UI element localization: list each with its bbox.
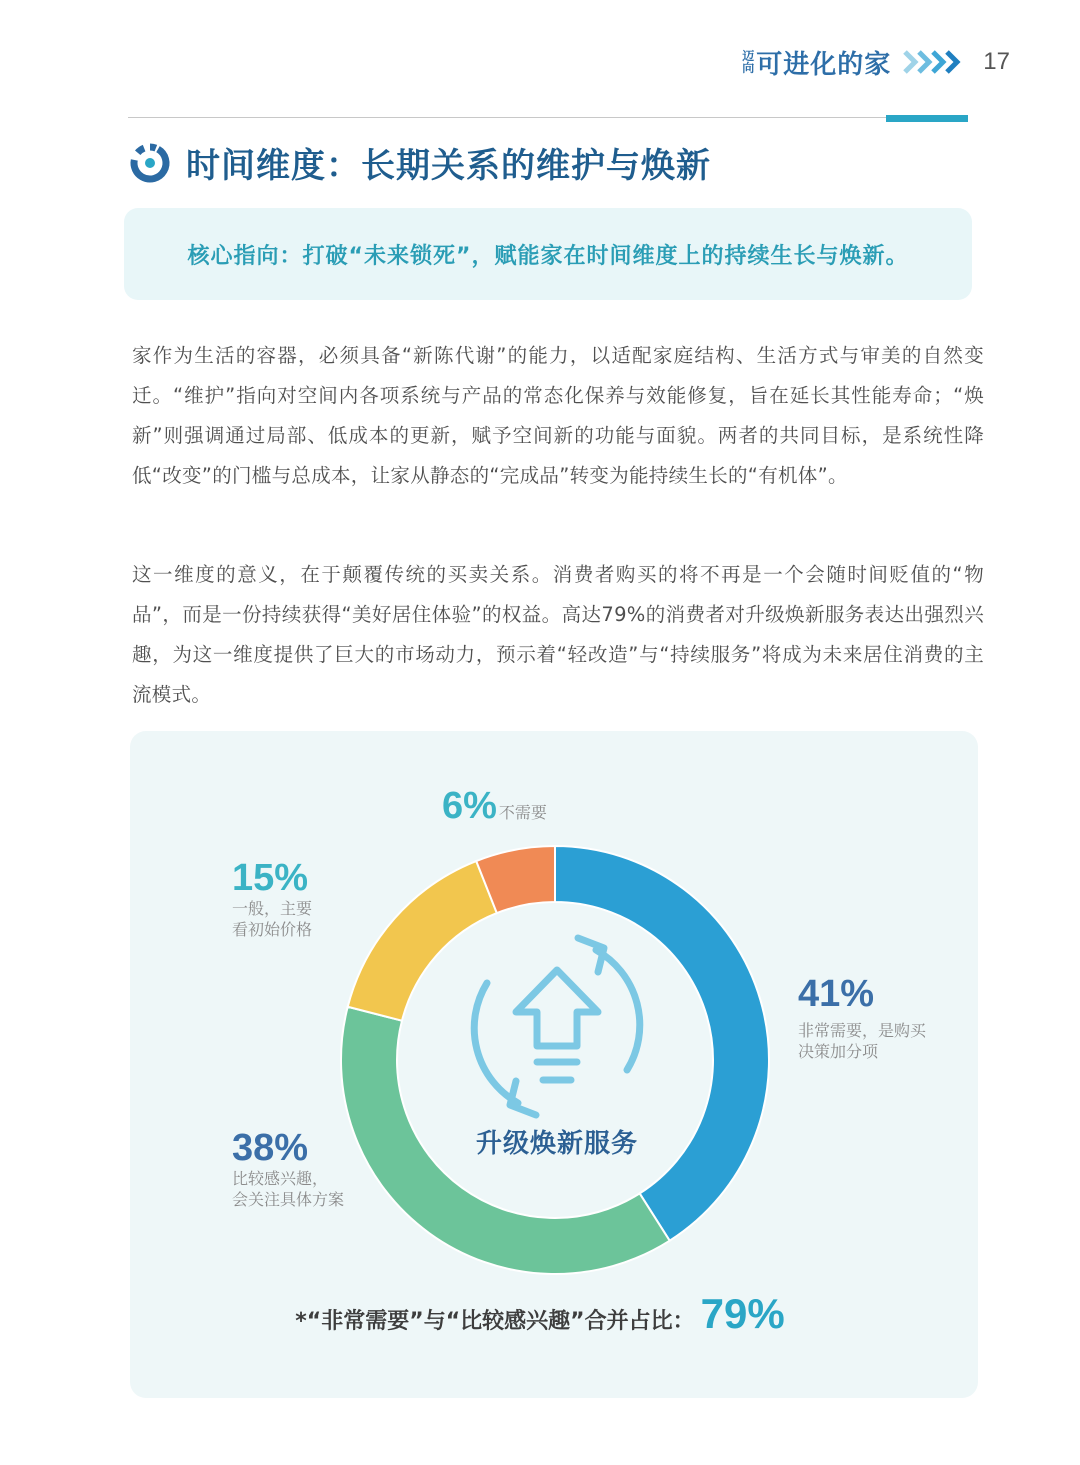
footnote-value: 79% [700,1290,785,1337]
donut-center-label: 升级焕新服务 [475,1129,638,1159]
brand-title: 可进化的家 [756,49,892,80]
label-15pct [232,858,312,940]
upgrade-refresh-icon [474,938,640,1115]
pct-6-value: 6% [442,785,497,827]
pct-41-desc-line1: 非常需要，是购买 [798,1021,927,1040]
brand-prefix-bottom: 向 [742,61,755,75]
pct-38-value: 38% [232,1127,309,1169]
pct-15-value: 15% [232,857,309,899]
label-38pct [232,1128,344,1210]
pct-15-desc-line2: 看初始价格 [232,920,313,939]
label-41pct [798,974,926,1062]
donut-slice-15pct [348,861,497,1021]
core-guidance-text: 核心指向：打破“未来锁死”，赋能家在时间维度上的持续生长与焕新。 [187,243,909,269]
pct-6-desc: 不需要 [498,803,547,822]
pct-41-desc-line2: 决策加分项 [798,1042,879,1061]
pct-38-desc-line1: 比较感兴趣， [232,1169,329,1188]
body-paragraph-2: 这一维度的意义，在于颠覆传统的买卖关系。消费者购买的将不再是一个会随时间贬值的“物品”，而是一份持续获得“美好居住体验”的权益。高达79%的消费者对升级焕新服务表达出强烈兴趣，为这一维度提供了巨大的市场动力，预示着“轻改造”与“持续服务”将成为未来居住消费的主流模式。 [132,563,984,706]
footnote-text: *“非常需要”与“比较感兴趣”合并占比： [295,1309,695,1334]
pct-41-value: 41% [798,973,875,1015]
chart-footnote [0,1290,1080,1338]
label-6pct [442,786,547,826]
body-paragraph-1: 家作为生活的容器，必须具备“新陈代谢”的能力，以适配家庭结构、生活方式与审美的自然变迁。“维护”指向对空间内各项系统与产品的常态化保养与效能修复，旨在延长其性能寿命；“焕新”则强调通过局部、低成本的更新，赋予空间新的功能与面貌。两者的共同目标，是系统性降低“改变”的门槛与总成本，让家从静态的“完成品”转变为能持续生长的“有机体”。 [132,344,984,487]
section-title: 时间维度：长期关系的维护与焕新 [186,146,711,186]
pct-38-desc-line2: 会关注具体方案 [232,1190,345,1209]
brand-prefix-top: 迈 [742,49,755,63]
page-number: 17 [983,48,1010,75]
donut-slice-41pct [555,846,769,1241]
pct-15-desc-line1: 一般，主要 [232,899,313,918]
